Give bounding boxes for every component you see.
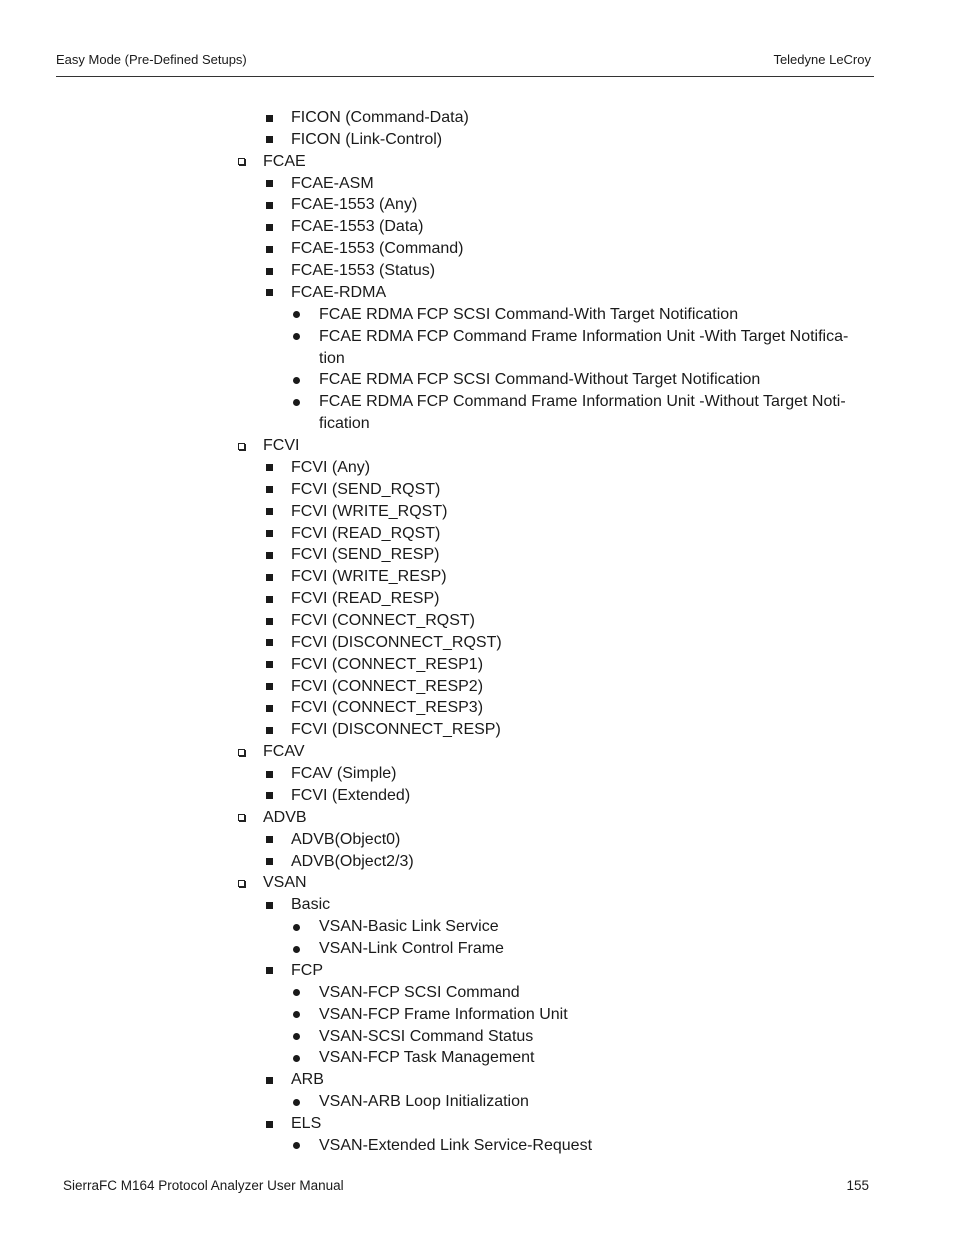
list-item (291, 697, 483, 719)
list-item (319, 1026, 533, 1048)
filled-square-bullet-icon (266, 268, 273, 275)
filled-square-bullet-icon (266, 661, 273, 668)
filled-square-bullet-icon (266, 224, 273, 231)
filled-square-bullet-icon (266, 792, 273, 799)
list-item-text: FICON (Command-Data) (291, 109, 469, 126)
list-item (291, 829, 400, 851)
list-item-text: FCAV (Simple) (291, 765, 397, 783)
list-item (291, 719, 501, 741)
list-item-text: FCAE RDMA FCP SCSI Command-With Target Notification (319, 305, 739, 323)
list-item-continuation (319, 348, 345, 370)
header-company: Teledyne LeCroy (773, 52, 871, 67)
list-item-text: FCVI (CONNECT_RQST) (291, 612, 475, 629)
list-item-text: VSAN-FCP Task Management (319, 1049, 535, 1067)
open-square-bullet-icon (238, 814, 245, 821)
filled-square-bullet-icon (266, 464, 273, 471)
list-item (319, 391, 846, 413)
list-item (291, 851, 414, 873)
list-item-text: FCAE-1553 (Status) (291, 262, 436, 280)
list-item-text: FCVI (Extended) (291, 786, 411, 804)
filled-square-bullet-icon (266, 574, 273, 581)
list-item-text: FCVI (WRITE_RESP) (291, 568, 447, 586)
filled-square-bullet-icon (266, 705, 273, 712)
list-item-continuation (319, 413, 370, 435)
list-item (291, 238, 464, 260)
open-square-bullet-icon (238, 443, 245, 450)
list-item (319, 1135, 592, 1157)
list-item-text: FCVI (Any) (291, 458, 371, 476)
list-item-text: FCVI (READ_RESP) (291, 590, 440, 608)
list-item-text: FCAV (263, 743, 305, 761)
filled-square-bullet-icon (266, 508, 273, 515)
list-item (263, 872, 307, 894)
list-item-text: FCAE RDMA FCP Command Frame Information Unit -Without Target Noti- (319, 393, 846, 411)
list-item-text: VSAN (263, 874, 307, 892)
list-item (291, 501, 447, 523)
list-item (319, 1004, 568, 1026)
list-item-text: Basic (291, 896, 331, 914)
list-item-text: FCAE-RDMA (291, 283, 387, 301)
list-item (291, 785, 410, 807)
list-item-text: FCAE (263, 152, 306, 170)
list-item-text: FCAE-1553 (Data) (291, 218, 424, 236)
list-item-text: FCAE RDMA FCP Command Frame Information Unit -With Target Notifica- (319, 327, 849, 345)
list-item-text: FCVI (CONNECT_RESP1) (291, 655, 484, 673)
list-item-text: FCVI (SEND_RESP) (291, 546, 440, 564)
list-item (291, 107, 469, 129)
list-item-text: VSAN-Basic Link Service (319, 918, 499, 936)
list-item (291, 676, 483, 698)
list-item (291, 566, 447, 588)
list-item-text: FICON (Link-Control) (291, 130, 443, 148)
filled-square-bullet-icon (266, 552, 273, 559)
page-header (56, 52, 874, 77)
list-item (291, 960, 323, 982)
list-item-text: FCAE-1553 (Any) (291, 196, 418, 214)
list-item (291, 216, 424, 238)
list-item (263, 435, 299, 457)
list-item (291, 894, 330, 916)
open-square-bullet-icon (238, 158, 245, 165)
list-item-text: tion (319, 349, 345, 367)
list-item (291, 129, 442, 151)
filled-square-bullet-icon (266, 683, 273, 690)
list-item (319, 326, 848, 348)
list-item-text: ARB (291, 1071, 324, 1089)
round-bullet-icon (293, 1033, 300, 1040)
filled-square-bullet-icon (266, 618, 273, 625)
round-bullet-icon (293, 1099, 300, 1106)
list-item-text: ADVB(Object0) (291, 830, 401, 848)
list-item (291, 523, 440, 545)
list-item (319, 916, 499, 938)
list-item (291, 610, 475, 632)
list-item (319, 938, 504, 960)
page-number: 155 (846, 1178, 869, 1193)
filled-square-bullet-icon (266, 246, 273, 253)
filled-square-bullet-icon (266, 902, 273, 909)
list-item (319, 1091, 529, 1113)
filled-square-bullet-icon (266, 1077, 273, 1084)
list-item-text: FCVI (263, 437, 300, 455)
list-item (291, 544, 439, 566)
list-item-text: fication (319, 415, 370, 433)
filled-square-bullet-icon (266, 596, 273, 603)
filled-square-bullet-icon (266, 836, 273, 843)
list-item-text: FCAE RDMA FCP SCSI Command-Without Target Notification (319, 371, 761, 389)
list-item (291, 632, 502, 654)
list-item-text: VSAN-SCSI Command Status (319, 1027, 534, 1045)
filled-square-bullet-icon (266, 967, 273, 974)
filled-square-bullet-icon (266, 771, 273, 778)
list-item (263, 151, 306, 173)
list-item-text: FCVI (READ_RQST) (291, 524, 441, 542)
list-item-text: FCVI (SEND_RQST) (291, 480, 441, 498)
list-item-text: VSAN-Link Control Frame (319, 940, 504, 958)
list-item (291, 763, 397, 785)
list-item (291, 194, 417, 216)
filled-square-bullet-icon (266, 639, 273, 646)
list-item (263, 741, 304, 763)
filled-square-bullet-icon (266, 486, 273, 493)
open-square-bullet-icon (238, 880, 245, 887)
list-item (291, 654, 483, 676)
list-item (319, 369, 760, 391)
list-item (263, 807, 307, 829)
header-section-title: Easy Mode (Pre-Defined Setups) (56, 52, 247, 67)
open-square-bullet-icon (238, 749, 245, 756)
list-item (291, 588, 439, 610)
list-item (319, 982, 520, 1004)
footer-manual-title: SierraFC M164 Protocol Analyzer User Manual (63, 1178, 344, 1193)
round-bullet-icon (293, 399, 300, 406)
list-item-text: ADVB (263, 808, 307, 826)
list-item-text: FCVI (CONNECT_RESP3) (291, 699, 484, 717)
filled-square-bullet-icon (266, 289, 273, 296)
filled-square-bullet-icon (266, 180, 273, 187)
list-item (291, 260, 435, 282)
list-item (291, 1113, 321, 1135)
round-bullet-icon (293, 1055, 300, 1062)
filled-square-bullet-icon (266, 136, 273, 143)
round-bullet-icon (293, 311, 300, 318)
list-item-text: FCVI (CONNECT_RESP2) (291, 677, 484, 695)
round-bullet-icon (293, 333, 300, 340)
list-item (291, 1069, 324, 1091)
list-item (291, 173, 374, 195)
list-item-text: FCAE-ASM (291, 174, 374, 192)
list-item-text: FCP (291, 961, 323, 979)
filled-square-bullet-icon (266, 530, 273, 537)
list-item (291, 282, 386, 304)
list-item-text: ADVB(Object2/3) (291, 852, 414, 870)
list-item (319, 1047, 535, 1069)
list-item-text: VSAN-ARB Loop Initialization (319, 1093, 529, 1111)
filled-square-bullet-icon (266, 727, 273, 734)
list-item-text: VSAN-FCP SCSI Command (319, 983, 520, 1001)
list-item (291, 457, 370, 479)
list-item (291, 479, 440, 501)
round-bullet-icon (293, 1142, 300, 1149)
filled-square-bullet-icon (266, 202, 273, 209)
list-item-text: FCVI (WRITE_RQST) (291, 502, 448, 520)
round-bullet-icon (293, 924, 300, 931)
list-item (319, 304, 738, 326)
list-item-text: VSAN-FCP Frame Information Unit (319, 1005, 568, 1023)
round-bullet-icon (293, 377, 300, 384)
list-item-text: ELS (291, 1115, 322, 1133)
list-item-text: FCVI (DISCONNECT_RQST) (291, 633, 502, 651)
filled-square-bullet-icon (266, 115, 273, 122)
round-bullet-icon (293, 989, 300, 996)
round-bullet-icon (293, 1011, 300, 1018)
filled-square-bullet-icon (266, 1121, 273, 1128)
list-item-text: FCAE-1553 (Command) (291, 240, 464, 258)
round-bullet-icon (293, 946, 300, 953)
list-item-text: VSAN-Extended Link Service-Request (319, 1136, 593, 1154)
filled-square-bullet-icon (266, 858, 273, 865)
list-item-text: FCVI (DISCONNECT_RESP) (291, 721, 501, 739)
